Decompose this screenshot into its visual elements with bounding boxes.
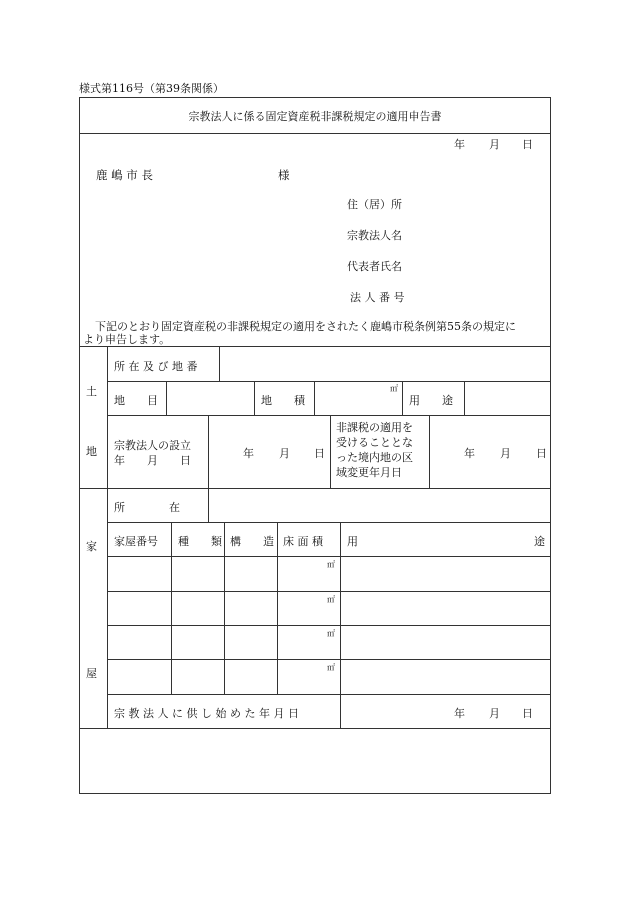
divider [224,522,225,694]
divider [277,522,278,694]
col-floor-area: 床 面 積 [283,535,323,548]
divider [219,346,220,381]
divider [107,625,551,626]
divider [107,415,551,416]
addressee: 鹿 嶋 市 長 [96,168,153,182]
divider [107,591,551,592]
form-number: 様式第116号（第39条関係） [79,82,224,95]
floor-area-unit: ㎡ [327,629,335,638]
change-date-label-1: 非課税の適用を [336,421,413,434]
date-year: 年 [454,138,465,151]
establish-day: 日 [314,447,325,460]
change-date-label-4: 域変更年月日 [336,466,402,479]
change-day: 日 [536,447,547,460]
floor-area-unit: ㎡ [327,663,335,672]
divider [166,381,167,415]
floor-area-unit: ㎡ [327,595,335,604]
date-month: 月 [489,138,500,151]
divider [107,694,551,695]
divider [208,415,209,488]
date-day: 日 [522,138,533,151]
divider [107,659,551,660]
applicant-corp-number-label: 法 人 番 号 [350,291,405,304]
change-year: 年 [464,447,475,460]
divider [107,556,551,557]
house-side-label-top: 家 [86,540,97,553]
change-month: 月 [500,447,511,460]
establish-date-label-2: 年 月 日 [114,454,191,467]
house-side-label-bottom: 屋 [86,667,97,680]
divider [79,728,551,729]
col-type: 種 類 [178,535,222,548]
col-house-number: 家屋番号 [114,535,158,548]
divider [464,381,465,415]
intro-line-2: より申告します。 [83,333,171,346]
land-category-label: 地 目 [114,394,158,407]
change-date-label-3: った境内地の区 [336,451,413,464]
divider [402,381,403,415]
addressee-honorific: 様 [278,168,290,182]
applicant-address-label: 住（居）所 [347,198,402,211]
col-use-right: 途 [534,535,545,548]
divider [79,488,551,489]
land-use-label: 用 途 [409,394,453,407]
applicant-representative-label: 代表者氏名 [347,260,402,273]
col-structure: 構 造 [230,535,274,548]
divider [254,381,255,415]
start-day: 日 [522,707,533,720]
divider [107,346,108,488]
land-location-label: 所 在 及 び 地 番 [114,360,198,373]
divider [208,488,209,522]
start-month: 月 [489,707,500,720]
start-date-label: 宗 教 法 人 に 供 し 始 め た 年 月 日 [114,707,299,720]
land-side-label-top: 土 [86,385,97,398]
establish-date-label-1: 宗教法人の設立 [114,439,191,452]
divider [171,522,172,694]
change-date-label-2: 受けることとな [336,436,413,449]
divider [79,133,551,134]
divider [330,415,331,488]
form-title: 宗教法人に係る固定資産税非課税規定の適用申告書 [188,110,442,123]
establish-month: 月 [279,447,290,460]
land-area-label: 地 積 [261,394,305,407]
land-side-label-bottom: 地 [86,445,97,458]
start-year: 年 [454,707,465,720]
divider [107,522,551,523]
col-use-left: 用 [347,535,358,548]
house-location-label: 所 在 [114,501,180,514]
divider [79,346,551,347]
applicant-corp-name-label: 宗教法人名 [347,229,402,242]
floor-area-unit: ㎡ [327,560,335,569]
divider [107,381,551,382]
land-area-unit: ㎡ [390,384,398,393]
divider [107,488,108,728]
establish-year: 年 [243,447,254,460]
intro-line-1: 下記のとおり固定資産税の非課税規定の適用をされたく鹿嶋市税条例第55条の規定に [95,320,516,333]
divider [429,415,430,488]
divider [314,381,315,415]
